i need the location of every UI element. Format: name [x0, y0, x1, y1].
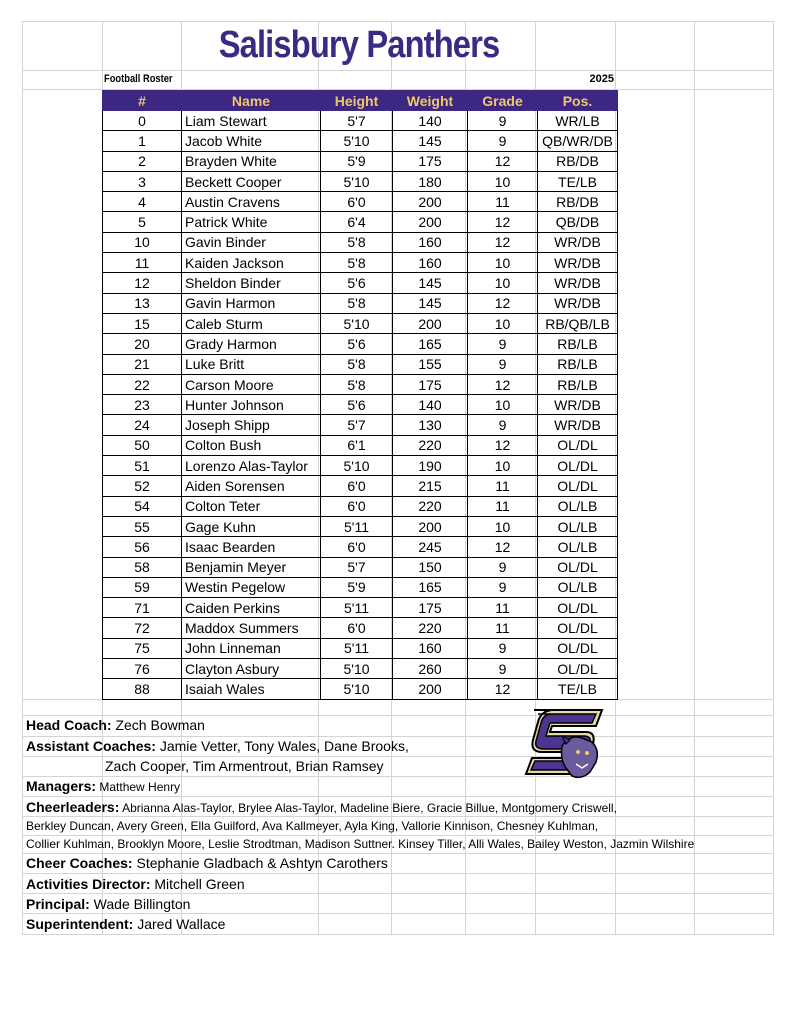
player-position: TE/LB — [538, 679, 618, 699]
player-number: 88 — [103, 679, 182, 699]
player-weight: 145 — [393, 273, 468, 293]
player-name: Isaiah Wales — [182, 679, 321, 699]
player-number: 5 — [103, 212, 182, 232]
player-grade: 12 — [468, 151, 538, 171]
player-height: 5'6 — [321, 395, 393, 415]
player-weight: 130 — [393, 415, 468, 435]
player-name: Colton Teter — [182, 496, 321, 516]
season-year: 2025 — [589, 73, 614, 85]
player-name: Grady Harmon — [182, 334, 321, 354]
cheer-coaches-names: Stephanie Gladbach & Ashtyn Carothers — [132, 855, 388, 871]
player-number: 21 — [103, 354, 182, 374]
roster-row — [103, 395, 618, 415]
player-grade: 12 — [468, 679, 538, 699]
roster-row — [103, 151, 618, 171]
player-height: 5'7 — [321, 111, 393, 131]
roster-row — [103, 598, 618, 618]
player-position: WR/DB — [538, 395, 618, 415]
player-height: 5'7 — [321, 557, 393, 577]
roster-row — [103, 111, 618, 131]
player-height: 5'8 — [321, 232, 393, 252]
player-weight: 200 — [393, 212, 468, 232]
player-name: Caleb Sturm — [182, 313, 321, 333]
player-grade: 12 — [468, 537, 538, 557]
player-height: 5'10 — [321, 313, 393, 333]
assistant-coaches-names-1: Jamie Vetter, Tony Wales, Dane Brooks, — [155, 738, 409, 754]
player-weight: 175 — [393, 374, 468, 394]
player-weight: 220 — [393, 435, 468, 455]
player-position: WR/LB — [538, 111, 618, 131]
managers-label: Managers: — [26, 778, 97, 794]
player-number: 1 — [103, 131, 182, 151]
roster-row — [103, 679, 618, 699]
roster-row — [103, 171, 618, 191]
player-height: 6'4 — [321, 212, 393, 232]
col-header-name: Name — [182, 91, 321, 111]
player-height: 6'0 — [321, 476, 393, 496]
panther-s-logo-icon — [522, 706, 604, 782]
player-weight: 200 — [393, 192, 468, 212]
player-position: RB/LB — [538, 354, 618, 374]
player-height: 5'10 — [321, 456, 393, 476]
cheerleaders-names-1: Abrianna Alas-Taylor, Brylee Alas-Taylor, Madeline Biere, Gracie Billue, Montgomery Criswell, — [119, 801, 617, 815]
player-height: 5'8 — [321, 253, 393, 273]
cheerleaders-names-3: Collier Kuhlman, Brooklyn Moore, Leslie Strodtman, Madison Suttner. Kinsey Tiller, Alli Wales, Bailey Weston, Jazmin Wilshire — [26, 837, 695, 851]
player-name: Isaac Bearden — [182, 537, 321, 557]
player-weight: 175 — [393, 151, 468, 171]
player-weight: 200 — [393, 313, 468, 333]
player-weight: 220 — [393, 618, 468, 638]
player-grade: 11 — [468, 476, 538, 496]
player-name: Austin Cravens — [182, 192, 321, 212]
player-grade: 9 — [468, 111, 538, 131]
superintendent-line — [26, 916, 225, 932]
assistant-coaches-names-2: Zach Cooper, Tim Armentrout, Brian Ramsey — [105, 758, 384, 774]
player-name: Westin Pegelow — [182, 577, 321, 597]
player-grade: 9 — [468, 415, 538, 435]
cheerleaders-line — [26, 799, 617, 815]
player-position: RB/LB — [538, 334, 618, 354]
player-position: OL/DL — [538, 598, 618, 618]
player-weight: 155 — [393, 354, 468, 374]
player-name: Sheldon Binder — [182, 273, 321, 293]
gridline — [22, 715, 774, 716]
player-name: Jacob White — [182, 131, 321, 151]
player-height: 5'10 — [321, 171, 393, 191]
player-position: OL/LB — [538, 496, 618, 516]
head-coach-line — [26, 717, 205, 733]
activities-director-name: Mitchell Green — [150, 876, 245, 892]
player-height: 6'0 — [321, 537, 393, 557]
player-grade: 9 — [468, 659, 538, 679]
roster-row — [103, 273, 618, 293]
player-position: OL/DL — [538, 476, 618, 496]
player-number: 52 — [103, 476, 182, 496]
activities-director-label: Activities Director: — [26, 876, 151, 892]
roster-row — [103, 334, 618, 354]
player-number: 56 — [103, 537, 182, 557]
player-grade: 12 — [468, 374, 538, 394]
player-grade: 11 — [468, 192, 538, 212]
player-number: 51 — [103, 456, 182, 476]
roster-subtitle: Football Roster — [104, 73, 173, 85]
player-height: 6'1 — [321, 435, 393, 455]
player-name: Colton Bush — [182, 435, 321, 455]
roster-row — [103, 354, 618, 374]
player-name: Gage Kuhn — [182, 516, 321, 536]
player-height: 5'8 — [321, 293, 393, 313]
player-grade: 9 — [468, 131, 538, 151]
player-grade: 9 — [468, 638, 538, 658]
player-weight: 160 — [393, 638, 468, 658]
roster-row — [103, 293, 618, 313]
player-weight: 175 — [393, 598, 468, 618]
roster-row — [103, 192, 618, 212]
player-height: 6'0 — [321, 496, 393, 516]
player-number: 4 — [103, 192, 182, 212]
roster-row — [103, 415, 618, 435]
player-number: 10 — [103, 232, 182, 252]
roster-row — [103, 537, 618, 557]
player-number: 11 — [103, 253, 182, 273]
roster-header-row — [103, 91, 618, 111]
player-position: OL/DL — [538, 557, 618, 577]
player-grade: 9 — [468, 334, 538, 354]
gridline — [22, 913, 774, 914]
principal-name: Wade Billington — [89, 896, 191, 912]
player-position: OL/DL — [538, 435, 618, 455]
managers-line — [26, 778, 180, 794]
player-number: 76 — [103, 659, 182, 679]
player-name: Liam Stewart — [182, 111, 321, 131]
cheerleaders-label: Cheerleaders: — [26, 799, 120, 815]
player-weight: 140 — [393, 395, 468, 415]
player-height: 5'11 — [321, 598, 393, 618]
gridline — [22, 796, 774, 797]
gridline — [22, 736, 774, 737]
player-name: Benjamin Meyer — [182, 557, 321, 577]
player-name: Caiden Perkins — [182, 598, 321, 618]
player-name: Beckett Cooper — [182, 171, 321, 191]
player-number: 12 — [103, 273, 182, 293]
cheer-coaches-label: Cheer Coaches: — [26, 855, 133, 871]
superintendent-label: Superintendent: — [26, 916, 134, 932]
player-position: RB/DB — [538, 192, 618, 212]
player-height: 5'9 — [321, 577, 393, 597]
gridline — [22, 70, 774, 71]
player-number: 20 — [103, 334, 182, 354]
roster-row — [103, 435, 618, 455]
player-weight: 165 — [393, 334, 468, 354]
player-position: OL/DL — [538, 659, 618, 679]
player-grade: 12 — [468, 293, 538, 313]
player-height: 5'9 — [321, 151, 393, 171]
principal-line — [26, 896, 190, 912]
player-name: Luke Britt — [182, 354, 321, 374]
player-number: 54 — [103, 496, 182, 516]
player-height: 5'7 — [321, 415, 393, 435]
gridline — [22, 873, 774, 874]
player-number: 59 — [103, 577, 182, 597]
player-position: OL/DL — [538, 618, 618, 638]
roster-row — [103, 496, 618, 516]
player-grade: 12 — [468, 212, 538, 232]
col-header-grade: Grade — [468, 91, 538, 111]
player-name: Joseph Shipp — [182, 415, 321, 435]
player-position: TE/LB — [538, 171, 618, 191]
player-weight: 145 — [393, 293, 468, 313]
roster-row — [103, 638, 618, 658]
roster-row — [103, 516, 618, 536]
player-name: Clayton Asbury — [182, 659, 321, 679]
roster-row — [103, 374, 618, 394]
player-grade: 11 — [468, 598, 538, 618]
player-number: 22 — [103, 374, 182, 394]
player-grade: 12 — [468, 232, 538, 252]
player-grade: 10 — [468, 313, 538, 333]
head-coach-label: Head Coach: — [26, 717, 112, 733]
player-position: RB/QB/LB — [538, 313, 618, 333]
roster-row — [103, 212, 618, 232]
player-position: OL/LB — [538, 577, 618, 597]
gridline — [22, 853, 774, 854]
player-name: Gavin Harmon — [182, 293, 321, 313]
page-title: Salisbury Panthers — [218, 24, 500, 66]
player-position: OL/DL — [538, 638, 618, 658]
gridline — [22, 816, 774, 817]
player-weight: 160 — [393, 232, 468, 252]
player-number: 50 — [103, 435, 182, 455]
superintendent-name: Jared Wallace — [133, 916, 226, 932]
gridline — [22, 776, 774, 777]
player-weight: 245 — [393, 537, 468, 557]
player-name: Gavin Binder — [182, 232, 321, 252]
roster-row — [103, 456, 618, 476]
col-header-position: Pos. — [538, 91, 618, 111]
player-grade: 11 — [468, 496, 538, 516]
player-position: WR/DB — [538, 253, 618, 273]
player-height: 5'8 — [321, 374, 393, 394]
player-position: WR/DB — [538, 232, 618, 252]
player-number: 2 — [103, 151, 182, 171]
roster-row — [103, 577, 618, 597]
player-position: WR/DB — [538, 415, 618, 435]
player-height: 6'0 — [321, 618, 393, 638]
player-grade: 10 — [468, 273, 538, 293]
player-height: 5'10 — [321, 659, 393, 679]
col-header-height: Height — [321, 91, 393, 111]
assistant-coaches-label: Assistant Coaches: — [26, 738, 156, 754]
player-grade: 10 — [468, 253, 538, 273]
player-grade: 9 — [468, 557, 538, 577]
player-name: Lorenzo Alas-Taylor — [182, 456, 321, 476]
col-header-number: # — [103, 91, 182, 111]
player-position: RB/LB — [538, 374, 618, 394]
player-height: 5'6 — [321, 334, 393, 354]
player-number: 13 — [103, 293, 182, 313]
player-grade: 9 — [468, 577, 538, 597]
player-name: Patrick White — [182, 212, 321, 232]
player-position: QB/WR/DB — [538, 131, 618, 151]
roster-table — [102, 90, 618, 700]
player-number: 75 — [103, 638, 182, 658]
player-name: Brayden White — [182, 151, 321, 171]
player-number: 55 — [103, 516, 182, 536]
player-grade: 10 — [468, 456, 538, 476]
player-number: 15 — [103, 313, 182, 333]
managers-names: Matthew Henry — [96, 780, 181, 794]
player-name: John Linneman — [182, 638, 321, 658]
player-number: 71 — [103, 598, 182, 618]
player-grade: 10 — [468, 395, 538, 415]
player-position: OL/DL — [538, 456, 618, 476]
player-height: 5'8 — [321, 354, 393, 374]
player-grade: 9 — [468, 354, 538, 374]
gridline — [22, 756, 774, 757]
player-weight: 215 — [393, 476, 468, 496]
player-height: 5'11 — [321, 516, 393, 536]
gridline — [22, 835, 774, 836]
roster-row — [103, 232, 618, 252]
player-position: WR/DB — [538, 293, 618, 313]
player-height: 5'10 — [321, 131, 393, 151]
roster-row — [103, 557, 618, 577]
player-weight: 190 — [393, 456, 468, 476]
player-weight: 260 — [393, 659, 468, 679]
player-grade: 12 — [468, 435, 538, 455]
player-name: Carson Moore — [182, 374, 321, 394]
roster-row — [103, 131, 618, 151]
player-name: Kaiden Jackson — [182, 253, 321, 273]
player-position: RB/DB — [538, 151, 618, 171]
activities-director-line — [26, 876, 245, 892]
player-position: OL/LB — [538, 537, 618, 557]
gridline — [22, 893, 774, 894]
player-position: WR/DB — [538, 273, 618, 293]
player-number: 24 — [103, 415, 182, 435]
player-height: 5'11 — [321, 638, 393, 658]
player-name: Aiden Sorensen — [182, 476, 321, 496]
player-weight: 145 — [393, 131, 468, 151]
player-weight: 180 — [393, 171, 468, 191]
player-height: 5'10 — [321, 679, 393, 699]
player-name: Hunter Johnson — [182, 395, 321, 415]
roster-row — [103, 659, 618, 679]
player-height: 5'6 — [321, 273, 393, 293]
cheer-coaches-line — [26, 855, 388, 871]
roster-row — [103, 476, 618, 496]
roster-row — [103, 253, 618, 273]
player-number: 23 — [103, 395, 182, 415]
player-weight: 220 — [393, 496, 468, 516]
player-number: 72 — [103, 618, 182, 638]
player-height: 6'0 — [321, 192, 393, 212]
player-weight: 165 — [393, 577, 468, 597]
player-weight: 160 — [393, 253, 468, 273]
principal-label: Principal: — [26, 896, 90, 912]
gridline — [694, 21, 695, 935]
roster-row — [103, 618, 618, 638]
player-number: 0 — [103, 111, 182, 131]
player-weight: 150 — [393, 557, 468, 577]
player-grade: 10 — [468, 516, 538, 536]
player-position: OL/LB — [538, 516, 618, 536]
player-grade: 10 — [468, 171, 538, 191]
roster-row — [103, 313, 618, 333]
player-grade: 11 — [468, 618, 538, 638]
player-position: QB/DB — [538, 212, 618, 232]
player-weight: 200 — [393, 516, 468, 536]
cheerleaders-names-2: Berkley Duncan, Avery Green, Ella Guilford, Ava Kallmeyer, Ayla King, Vallorie Kinnison, Chesney Kuhlman, — [26, 819, 599, 833]
head-coach-name: Zech Bowman — [111, 717, 205, 733]
col-header-weight: Weight — [393, 91, 468, 111]
player-weight: 200 — [393, 679, 468, 699]
player-name: Maddox Summers — [182, 618, 321, 638]
player-number: 3 — [103, 171, 182, 191]
player-weight: 140 — [393, 111, 468, 131]
assistant-coaches-line — [26, 738, 409, 754]
player-number: 58 — [103, 557, 182, 577]
